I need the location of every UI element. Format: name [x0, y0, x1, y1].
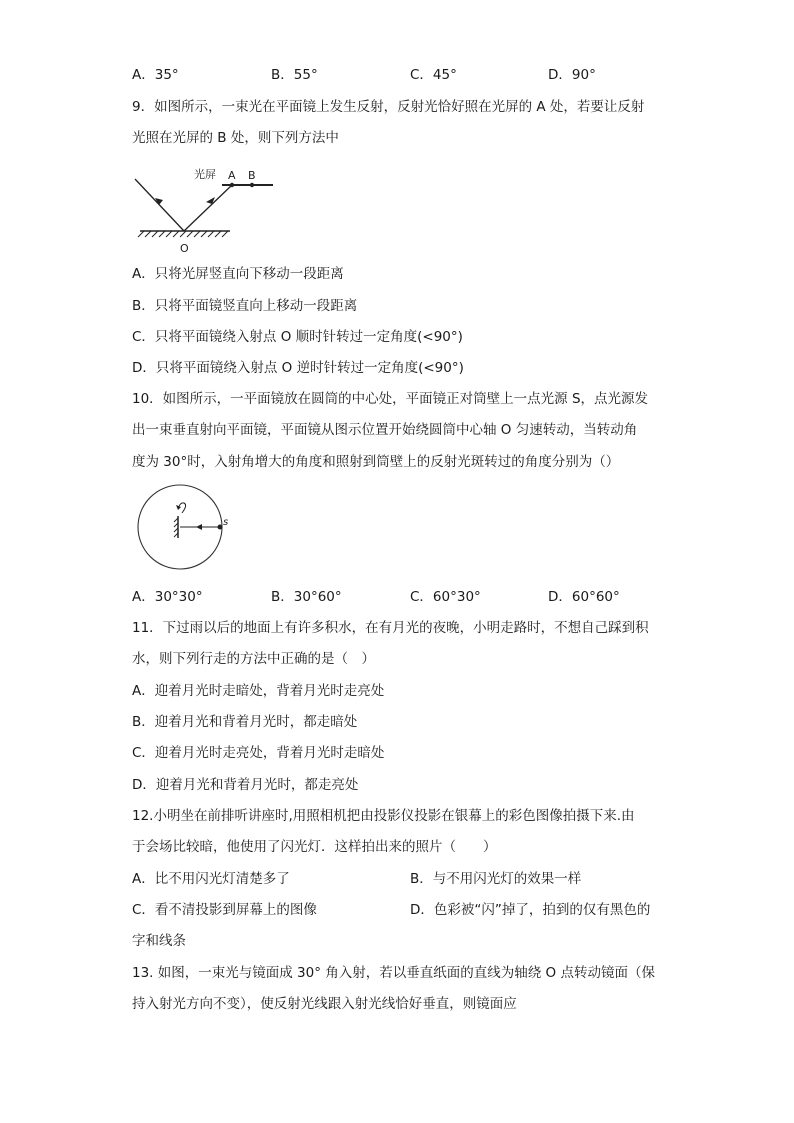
q8-option-d: D．90°	[548, 67, 596, 83]
point-b	[250, 183, 254, 187]
q10-option-d: D．60°60°	[548, 589, 620, 605]
q10-stem-line3: 度为 30°时，入射角增大的角度和照射到筒壁上的反射光斑转过的角度分别为（）	[132, 454, 620, 470]
q10-cylinder-figure	[134, 483, 234, 575]
reflected-ray	[184, 185, 232, 231]
point-b-label: B	[248, 169, 256, 182]
q10-stem-line1: 10．如图所示，一平面镜放在圆筒的中心处，平面镜正对筒壁上一点光源 S，点光源发	[132, 391, 649, 407]
point-a-label: A	[228, 169, 236, 182]
incident-ray	[135, 179, 184, 231]
screen-label: 光屏	[194, 168, 216, 181]
q8-option-b: B．55°	[271, 67, 318, 83]
q11-stem-line1: 11．下过雨以后的地面上有许多积水，在有月光的夜晚，小明走路时，不想自己踩到积	[132, 620, 649, 636]
q12-stem-line2: 于会场比较暗，他使用了闪光灯．这样拍出来的照片（ ）	[132, 839, 497, 855]
q13-stem-line2: 持入射光方向不变），使反射光线跟入射光线恰好垂直，则镜面应	[132, 996, 517, 1012]
q9-option-c: C．只将平面镜绕入射点 O 顺时针转过一定角度(<90°)	[132, 329, 463, 345]
q11-stem-line2: 水，则下列行走的方法中正确的是（ ）	[132, 651, 375, 667]
q10-option-c: C．60°30°	[410, 589, 481, 605]
q8-option-a: A．35°	[132, 67, 179, 83]
q9-mirror-figure	[130, 165, 280, 257]
q12-stem-line1: 12.小明坐在前排听讲座时,用照相机把由投影仪投影在银幕上的彩色图像拍摄下来.由	[132, 808, 635, 824]
source-label: s	[223, 517, 229, 528]
light-beam-arrow	[196, 524, 202, 530]
q9-option-d: D．只将平面镜绕入射点 O 逆时针转过一定角度(<90°)	[132, 360, 464, 376]
point-source-s	[218, 525, 223, 530]
mirror-hatching	[138, 231, 228, 237]
q10-option-a: A．30°30°	[132, 589, 203, 605]
point-o-label: O	[180, 242, 189, 255]
q11-option-b: B．迎着月光和背着月光时，都走暗处	[132, 714, 358, 730]
q12-option-d: D．色彩被“闪”掉了，拍到的仅有黑色的	[410, 902, 651, 918]
q9-option-b: B．只将平面镜竖直向上移动一段距离	[132, 298, 358, 314]
q12-option-b: B．与不用闪光灯的效果一样	[410, 871, 582, 887]
q11-option-c: C．迎着月光时走亮处，背着月光时走暗处	[132, 745, 385, 761]
q12-option-c: C．看不清投影到屏幕上的图像	[132, 902, 317, 918]
q9-option-a: A．只将光屏竖直向下移动一段距离	[132, 266, 344, 282]
q12-option-d-continued: 字和线条	[132, 933, 186, 949]
q9-stem-line2: 光照在光屏的 B 处，则下列方法中	[132, 130, 339, 146]
q11-option-a: A．迎着月光时走暗处，背着月光时走亮处	[132, 683, 385, 699]
q12-option-a: A．比不用闪光灯清楚多了	[132, 871, 290, 887]
q10-option-b: B．30°60°	[271, 589, 342, 605]
q11-option-d: D．迎着月光和背着月光时，都走亮处	[132, 777, 359, 793]
q10-stem-line2: 出一束垂直射向平面镜，平面镜从图示位置开始绕圆筒中心轴 O 匀速转动，当转动角	[132, 422, 638, 438]
q13-stem-line1: 13. 如图，一束光与镜面成 30° 角入射，若以垂直纸面的直线为轴绕 O 点转动镜面（保	[132, 965, 655, 981]
q8-option-c: C．45°	[410, 67, 457, 83]
q9-stem-line1: 9．如图所示，一束光在平面镜上发生反射，反射光恰好照在光屏的 A 处，若要让反射	[132, 99, 645, 115]
